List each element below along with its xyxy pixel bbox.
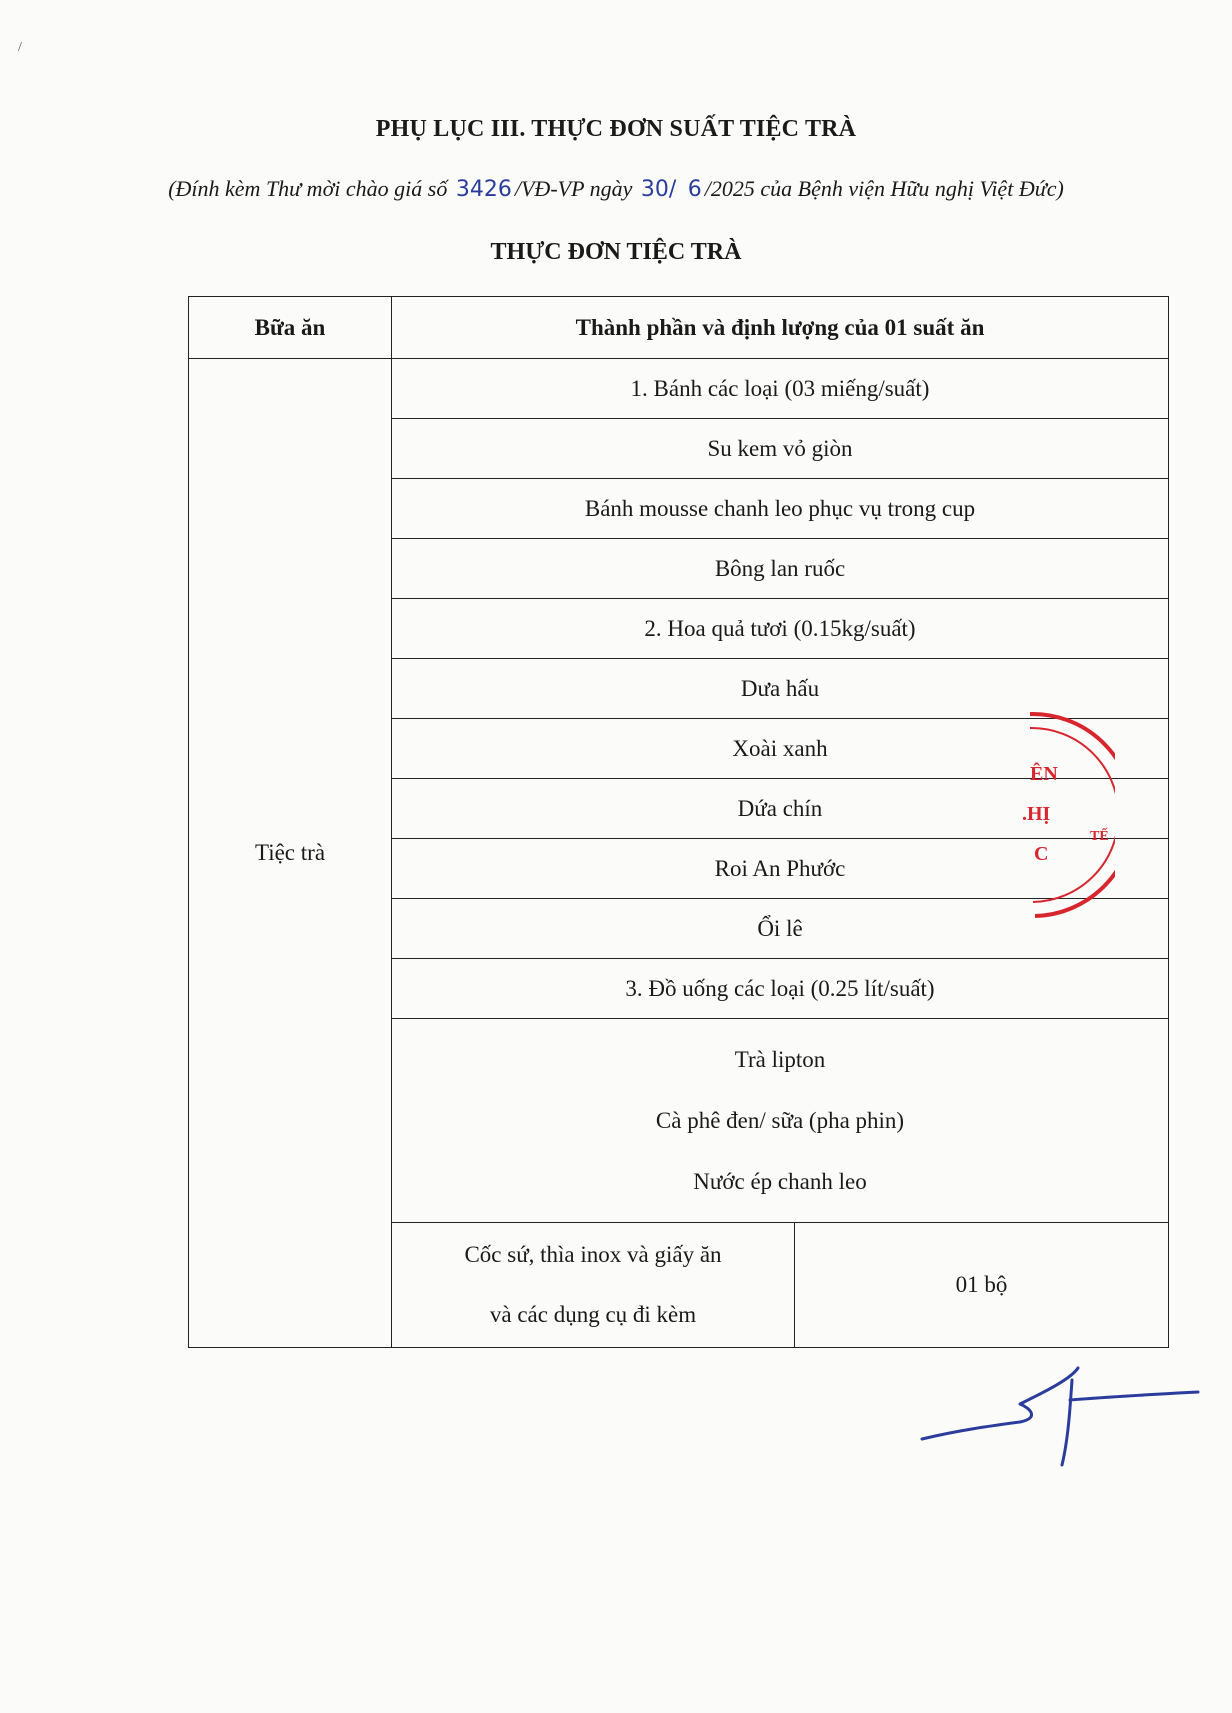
- header-components: Thành phần và định lượng của 01 suất ăn: [392, 297, 1169, 359]
- list-item: Trà lipton: [734, 1047, 826, 1072]
- table-header-row: [189, 297, 1169, 359]
- meal-cell: Tiệc trà: [189, 359, 392, 1348]
- section-title: 2. Hoa quả tươi (0.15kg/suất): [392, 599, 1169, 659]
- subtitle-prefix: (Đính kèm Thư mời chào giá số: [168, 176, 448, 201]
- list-item: Cà phê đen/ sữa (pha phin): [655, 1108, 905, 1133]
- list-item: Bánh mousse chanh leo phục vụ trong cup: [392, 479, 1169, 539]
- list-item: Xoài xanh: [392, 719, 1169, 779]
- utensils-line-2: và các dụng cụ đi kèm: [489, 1302, 697, 1327]
- header-meal: Bữa ăn: [189, 297, 392, 359]
- list-item: Ổi lê: [392, 899, 1169, 959]
- document-subtitle: [0, 176, 1232, 202]
- list-item: Bông lan ruốc: [392, 539, 1169, 599]
- subtitle-suffix: /2025 của Bệnh viện Hữu nghị Việt Đức): [704, 176, 1064, 201]
- utensils-line-1: Cốc sứ, thìa inox và giấy ăn: [464, 1242, 722, 1267]
- stamp-text-2: .HỊ: [1022, 803, 1051, 825]
- scan-mark: /: [18, 40, 22, 55]
- red-stamp-seal: [1000, 710, 1115, 920]
- section-title: 1. Bánh các loại (03 miếng/suất): [392, 359, 1169, 419]
- list-item: Dứa chín: [392, 779, 1169, 839]
- utensils-quantity: 01 bộ: [795, 1223, 1169, 1348]
- stamp-text-3: C: [1034, 843, 1049, 865]
- stamp-text-4: TẾ: [1090, 829, 1109, 844]
- list-item: Nước ép chanh leo: [693, 1169, 867, 1194]
- utensils-label: [392, 1223, 795, 1348]
- handwritten-day: 30/: [640, 177, 677, 202]
- stamp-text-1: ÊN: [1030, 763, 1058, 785]
- drinks-list: [392, 1019, 1169, 1223]
- list-item: Roi An Phước: [392, 839, 1169, 899]
- menu-title: THỰC ĐƠN TIỆC TRÀ: [490, 239, 742, 265]
- handwritten-doc-number: 3426: [455, 177, 512, 202]
- list-item: Su kem vỏ giòn: [392, 419, 1169, 479]
- subtitle-mid: /VĐ-VP ngày: [514, 176, 633, 201]
- list-item: Dưa hấu: [392, 659, 1169, 719]
- document-title: PHỤ LỤC III. THỰC ĐƠN SUẤT TIỆC TRÀ: [375, 116, 857, 142]
- handwritten-month: 6: [687, 177, 702, 202]
- handwritten-signature: [920, 1360, 1200, 1480]
- section-title: 3. Đồ uống các loại (0.25 lít/suất): [392, 959, 1169, 1019]
